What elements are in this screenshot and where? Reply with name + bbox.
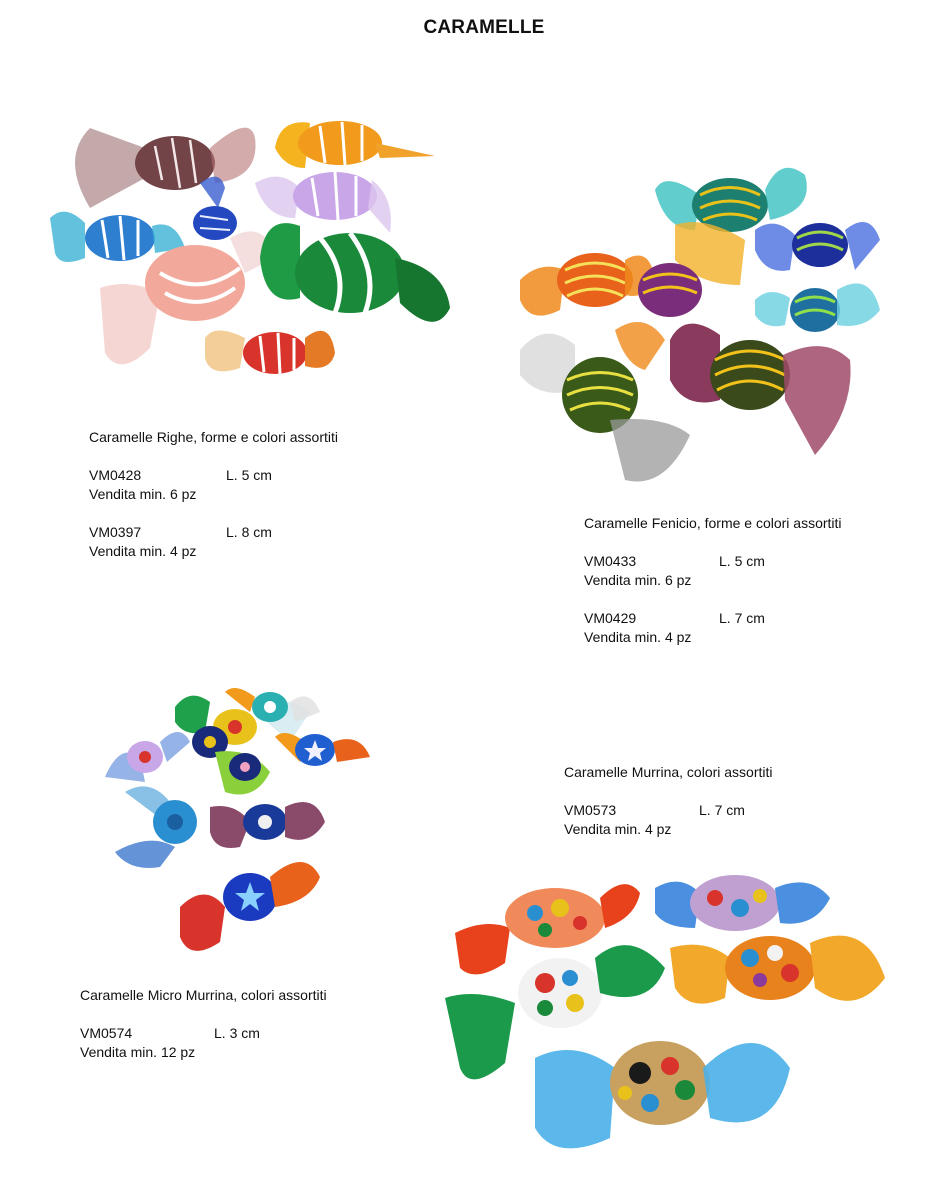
product-size: L. 7 cm [699,802,745,818]
product-righe [89,428,338,561]
product-micro-murrina [80,986,327,1062]
small-blue-candy [193,177,237,240]
product-name: Caramelle Righe, forme e colori assortiti [89,429,338,445]
blue-star-candy [275,733,370,766]
product-name: Caramelle Micro Murrina, colori assortiti [80,987,327,1003]
variant-row [89,523,338,542]
product-code: VM0574 [80,1025,133,1041]
green-fenicio-candy [520,322,690,482]
maroon-fenicio-candy [670,324,851,455]
teal-fenicio-candy [655,168,807,232]
cyan-micro-candy [115,786,197,868]
product-size: L. 8 cm [226,524,272,540]
variant-row [80,1024,327,1043]
variant-row [89,466,338,485]
product-fenicio [584,514,842,647]
red-striped-candy [205,331,335,375]
fenicio-candies-photo [515,150,890,500]
product-code: VM0429 [584,610,637,626]
orange-fenicio-candy [520,253,655,316]
product-code: VM0428 [89,467,142,483]
righe-candies-photo [50,108,460,383]
orange-striped-candy [275,121,435,168]
green-striped-candy [260,223,450,322]
minimum-order: Vendita min. 4 pz [564,821,672,837]
brown-striped-candy [75,128,256,208]
product-size: L. 3 cm [214,1025,260,1041]
minimum-order: Vendita min. 6 pz [89,486,197,502]
minimum-order: Vendita min. 4 pz [584,629,692,645]
orange-murrina-candy [670,936,885,1004]
variant-row [584,609,842,628]
blue-fenicio-candy [755,222,880,271]
product-code: VM0433 [584,553,637,569]
murrina-candies-photo [445,868,895,1163]
minimum-order: Vendita min. 12 pz [80,1044,196,1060]
micro-murrina-candies-photo [105,682,375,967]
product-size: L. 5 cm [719,553,765,569]
blue-orange-micro-candy [180,862,320,951]
minimum-order: Vendita min. 6 pz [584,572,692,588]
purple-fenicio-candy [638,222,745,317]
product-name: Caramelle Fenicio, forme e colori assortiti [584,515,842,531]
variant-row [584,552,842,571]
product-murrina [564,763,773,839]
minimum-order: Vendita min. 4 pz [89,543,197,559]
lilac-micro-candy [105,732,190,782]
product-name: Caramelle Murrina, colori assortiti [564,764,773,780]
product-code: VM0397 [89,524,142,540]
maroon-micro-candy [210,802,325,848]
variant-row [564,801,773,820]
blue-murrina-candy [655,875,830,931]
lilac-striped-candy [255,172,391,233]
product-code: VM0573 [564,802,617,818]
product-size: L. 7 cm [719,610,765,626]
small-teal-fenicio-candy [755,283,880,332]
light-blue-murrina-candy [535,1041,790,1148]
page-title: CARAMELLE [423,17,545,38]
product-size: L. 5 cm [226,467,272,483]
